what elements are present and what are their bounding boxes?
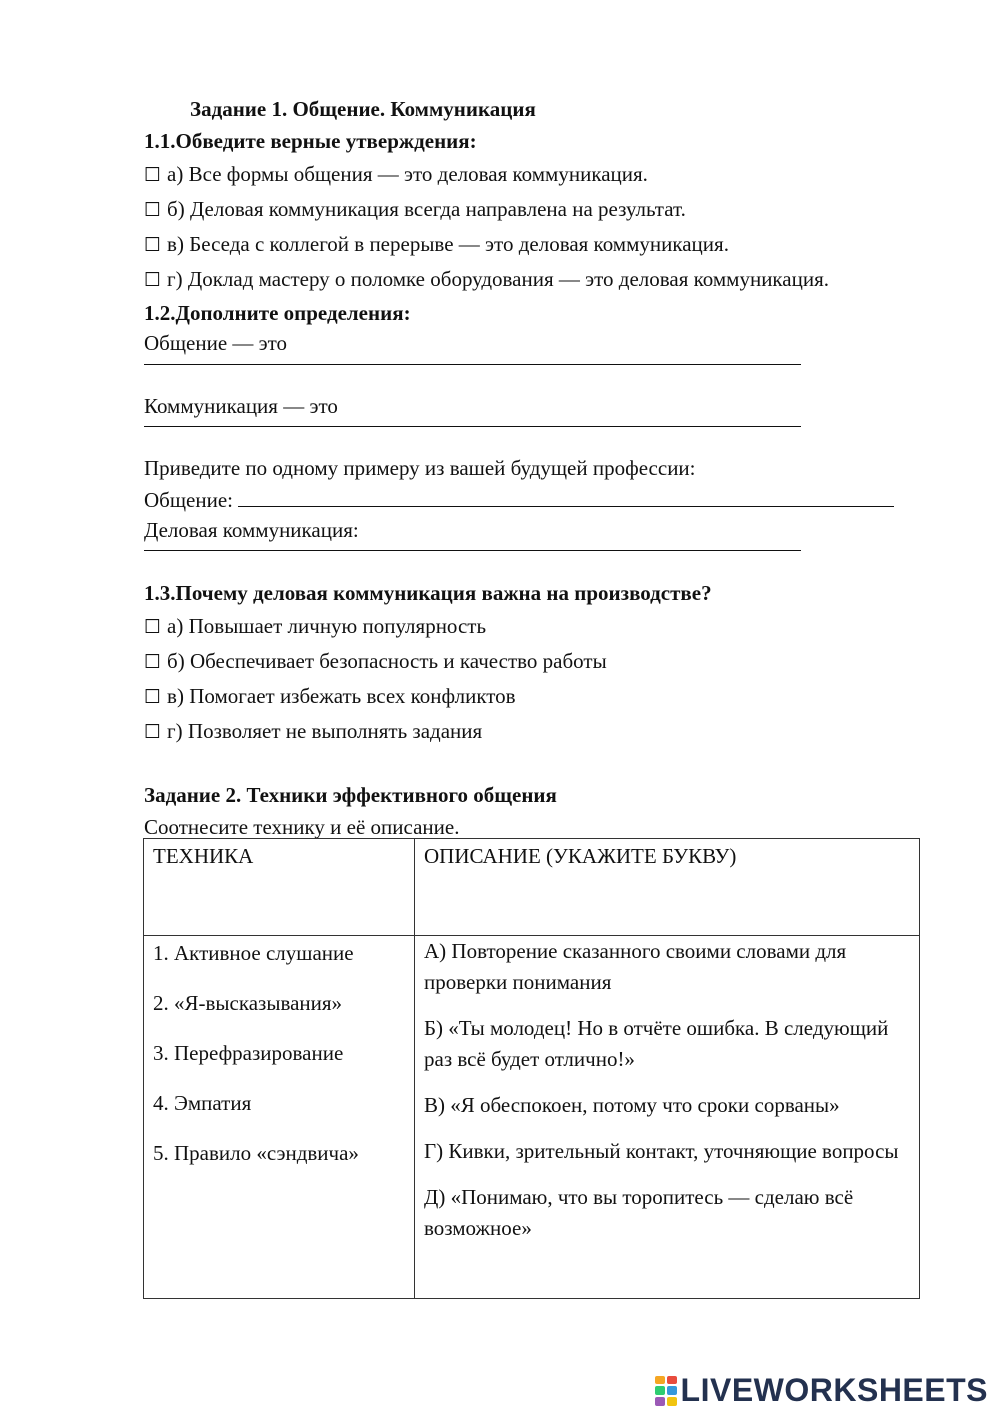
q3-option-a[interactable]: ☐ а) Повышает личную популярность [144, 614, 487, 638]
q1-option-b[interactable]: ☐ б) Деловая коммуникация всегда направлена на результат. [144, 197, 686, 221]
checkbox-icon[interactable]: ☐ [144, 269, 162, 291]
technique-item[interactable]: 1. Активное слушание [153, 941, 354, 965]
checkbox-icon[interactable]: ☐ [144, 721, 162, 743]
technique-item[interactable]: 2. «Я-высказывания» [153, 991, 343, 1015]
description-item[interactable]: Г) Кивки, зрительный контакт, уточняющие вопросы [424, 1139, 899, 1163]
task2-instruction: Соотнесите технику и её описание. [144, 815, 460, 839]
q3-option-d[interactable]: ☐ г) Позволяет не выполнять задания [144, 719, 483, 743]
example-general-answer-line[interactable] [238, 486, 894, 507]
brand-square-3 [655, 1386, 665, 1395]
q2-title: 1.2.Дополните определения: [144, 301, 411, 325]
technique-item[interactable]: 3. Перефразирование [153, 1041, 344, 1065]
example-business-answer-line[interactable] [144, 550, 801, 551]
checkbox-icon[interactable]: ☐ [144, 164, 162, 186]
checkbox-icon[interactable]: ☐ [144, 616, 162, 638]
brand-square-4 [667, 1386, 677, 1395]
description-item[interactable]: Б) «Ты молодец! Но в отчёте ошибка. В следующий раз всё будет отлично!» [424, 1016, 889, 1071]
q3-option-c[interactable]: ☐ в) Помогает избежать всех конфликтов [144, 684, 516, 708]
example-business-label: Деловая коммуникация: [144, 518, 359, 542]
checkbox-icon[interactable]: ☐ [144, 686, 162, 708]
q1-option-c[interactable]: ☐ в) Беседа с коллегой в перерыве — это деловая коммуникация. [144, 232, 729, 256]
q1-option-d[interactable]: ☐ г) Доклад мастеру о поломке оборудования — это деловая коммуникация. [144, 267, 830, 291]
q1-option-a[interactable]: ☐ а) Все формы общения — это деловая коммуникация. [144, 162, 648, 186]
header-technique: ТЕХНИКА [144, 839, 415, 936]
q3-option-b[interactable]: ☐ б) Обеспечивает безопасность и качество работы [144, 649, 607, 673]
liveworksheets-logo [655, 1372, 988, 1409]
brand-square-2 [667, 1376, 677, 1385]
task2-title: Задание 2. Техники эффективного общения [144, 783, 557, 807]
q1-title: 1.1.Обведите верные утверждения: [144, 129, 477, 153]
def-communication-answer-line[interactable] [144, 426, 801, 427]
matching-table [143, 838, 920, 1299]
techniques-cell [144, 936, 415, 1299]
brand-mark-icon [655, 1376, 677, 1406]
task1-title: Задание 1. Общение. Коммуникация [190, 97, 536, 121]
brand-square-1 [655, 1376, 665, 1385]
table-row [144, 936, 920, 1299]
descriptions-cell [415, 936, 920, 1299]
checkbox-icon[interactable]: ☐ [144, 234, 162, 256]
description-item[interactable]: А) Повторение сказанного своими словами для проверки понимания [424, 939, 847, 994]
checkbox-icon[interactable]: ☐ [144, 651, 162, 673]
brand-square-6 [667, 1397, 677, 1406]
examples-prompt: Приведите по одному примеру из вашей будущей профессии: [144, 456, 696, 480]
description-item[interactable]: Д) «Понимаю, что вы торопитесь — сделаю всё возможное» [424, 1185, 854, 1240]
def-communication-label: Коммуникация — это [144, 394, 338, 418]
header-description: ОПИСАНИЕ (УКАЖИТЕ БУКВУ) [415, 839, 920, 936]
table-header-row [144, 839, 920, 936]
checkbox-icon[interactable]: ☐ [144, 199, 162, 221]
technique-item[interactable]: 4. Эмпатия [153, 1091, 252, 1115]
q3-title: 1.3.Почему деловая коммуникация важна на производстве? [144, 581, 712, 605]
def-general-answer-line[interactable] [144, 364, 801, 365]
description-item[interactable]: В) «Я обеспокоен, потому что сроки сорваны» [424, 1093, 840, 1117]
example-general-row: Общение: [144, 486, 894, 513]
brand-square-5 [655, 1397, 665, 1406]
technique-item[interactable]: 5. Правило «сэндвича» [153, 1141, 359, 1165]
brand-name: LIVEWORKSHEETS [680, 1372, 988, 1408]
def-general-label: Общение — это [144, 331, 288, 355]
